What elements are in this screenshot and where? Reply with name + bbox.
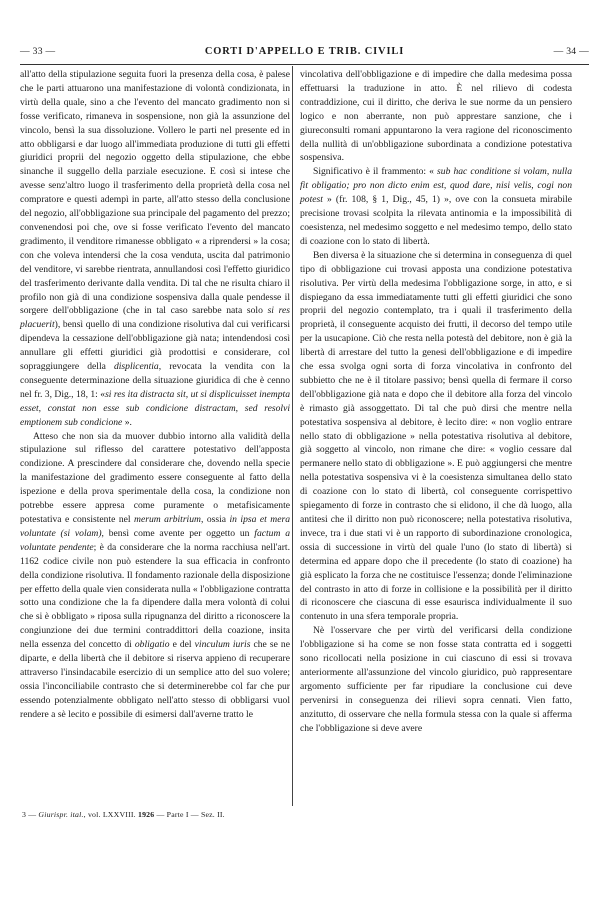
- paragraph: all'atto della stipulazione seguita fuori la presenza della cosa, è palese che le parti attuarono una manifestazione di volontà condizionata, in virtù della quale, sino a che l'evento del mancato gradimento non si fosse verificato, rimaneva in sospensione, non già la assunzione del vincolo, bensì la sua dissoluzione. Vollero le parti nel presente ed in atto obbligarsi e dar luogo all'immediata produzione di tutti gli effetti giuridici proprii del negozio oggetto della stipulazione, che ebbe sinanche il suggello della parziale esecuzione. E così si intese che avesse senz'altro luogo il trasferimento della proprietà della cosa nel compratore e questi adempì in parte, all'atto stesso della conclusione del negozio, all'obbligazione sua principale del pagamento del prezzo; convenendosi poi che, ove si fosse verificato l'evento del mancato gradimento, il venditore rimanesse obbligato « a riprendersi » la cosa; con che voleva intendersi che la cosa venduta, uscita dal patrimonio del venditore, vi sarebbe rientrata, annullandosi così l'effetto giuridico del trasferimento derivante dalla vendita. Di tal che ne risulta chiaro il profilo non già di una condizione sospensiva dalla quale pendesse il sorgere dell'obbligazione (che in tal caso sarebbe nata solo si res placuerit), bensì quello di una condizione risolutiva dal cui verificarsi dipendeva la cessazione dell'obbligazione già nata; intendendosi così annullare gli effetti giuridici già prodottisi e considerare, col sopraggiungere della displicentia, revocata la vendita con la conseguente determinazione della situazione giuridica di che è cenno nel fr. 3, Dig., 18, 1: «si res ita distracta sit, ut si displicuisset inempta esset, constat non esse sub condicione distractam, sed resolvi emptionem sub condicione ».: [20, 69, 290, 428]
- page-header: [20, 46, 589, 62]
- paragraph: Nè l'osservare che per virtù del verificarsi della condizione l'obbligazione si ha come se non fosse stata contratta ed i soggetti sono ricollocati nella posizione in cui ciascuno di essi si trovava anteriormente all'assunzione del vincolo giuridico, può rappresentare argomento sufficiente per far ripudiare la conclusione cui deve pervenirsi in conseguenza dei rilievi sopra cennati. Vien fatto, anzitutto, di osservare che nella formula stessa con la quale si afferma che l'obbligazione si deve avere: [300, 625, 572, 734]
- running-title: CORTI D'APPELLO E TRIB. CIVILI: [204, 46, 405, 57]
- year: 1926: [137, 810, 155, 819]
- paragraph: Ben diversa è la situazione che si determina in conseguenza di quel tipo di obbligazione cui trovasi apposta una condizione potestativa risolutiva. Per virtù della medesima l'obbligazione sorge, in atto, e si dispiegano da essa immediatamente tutti gli effetti giuridici che sono proprii del negozio contemplato, tra i quali il trasferimento della proprietà, il conseguente acquisto dei frutti, il decorso del tempo utile per la usucapione. Ciò che resta nella potestà del debitore, non è già la libertà di arrestare del tutto la genesi dell'obbligazione e di impedire che essa svolga ogni sorta di forza vincolativa in confronto del subbietto che ne è il titolare passivo; bensì quella di fermare il corso dell'obbligazione già nata e dopo che il debitore alla forza del vincolo è rimasto già assoggettato. Di tal che può dirsi che mentre nella potestativa sospensiva al debitore, è lecito dire: « non voglio entrare nello stato di obbligazione » nella potestativa risolutiva al debitore, già soggetto al vincolo, non rimane che dire: « voglio cessare dal permanere nello stato di obbligazione ». E può aggiungersi che mentre nella potestativa sospensiva vi è la coesistenza simultanea dello stato di coazione con lo stato di libertà, col conseguente corrispettivo spiegamento di forze in contrasto che si elidono, il che dà luogo, alla antitesi che il diritto non può riconoscere; nella potestativa risolutiva, invece, tra i due stati vi è un rapporto di subordinazione cronologica, ossia di successione in virtù del quale l'uno (lo stato di libertà) si determina ed appare dopo che il precedente (lo stato di coazione) ha già esplicato la forza che ne costituisce l'essenza; donde l'eliminazione del contrasto in atto di forze in collisione e la possibilità per il diritto di riconoscere che ciascuna di esse esaurisca individualmente il suo contenuto in una sfera temporale propria.: [300, 249, 572, 623]
- journal-name: Giurispr. ital.: [38, 810, 84, 819]
- paragraph: vincolativa dell'obbligazione e di impedire che dalla medesima possa effettuarsi la traduzione in atto. È nel rilievo di codesta contraddizione, cui il diritto, che deriva le sue norme da un pensiero logico e non aberrante, non può apprestare sanzione, che i giureconsulti romani appuntarono la vera ragione del riconoscimento della nullità di un'obbligazione subordinata a condizione potestativa sospensiva.: [300, 69, 572, 164]
- header-rule: [20, 64, 589, 65]
- paragraph: Atteso che non sia da muover dubbio intorno alla validità della stipulazione sul riflesso del carattere potestativo dell'apposta condizione. A prescindere dal considerare che, dovendo nella specie la manifestazione del gradimento essere conseguente al fatto della ispezione e della prova sperimentale della cosa, la condizione non potrebbe essere appresa come puramente o metafisicamente potestativa e consistente nel merum arbitrium, ossia in ipsa et mera voluntate (si volam), bensì come avente per oggetto un factum a voluntate pendente; è da considerare che la norma racchiusa nell'art. 1162 codice civile non può estendere la sua efficacia in confronto della condizione risolutiva. Il fondamento razionale della disposizione per effetto della quale vien considerata nulla « l'obbligazione contratta sotto una condizione che la fa dipendere dalla mera volontà di colui che si è obbligato » riposa sulla ripugnanza del diritto a riconoscere la congiunzione dei due termini contraddittori della coazione, insita nella essenza del concetto di obligatio e del vinculum iuris che se ne diparte, e della libertà che il debitore si riserva appieno di recuperare attraverso l'insindacabile esercizio di un semplice atto del suo volere; ossia l'inconciliabile contrasto che si determinerebbe col far che pur essendo potenzialmente obbligato nell'atto stesso di obbligarsi vuol rendere a sè lecito e possibile di esimersi dall'averne tratto le: [20, 430, 290, 720]
- page-footer: 3 — Giurispr. ital., vol. LXXVIII. 1926 — Parte I — Sez. II.: [22, 810, 225, 819]
- page-number-right: — 34 —: [553, 46, 589, 57]
- right-column: [300, 68, 572, 736]
- page-number-left: — 33 —: [20, 46, 56, 57]
- left-column: [20, 68, 290, 722]
- column-divider: [292, 66, 293, 806]
- paragraph: Significativo è il frammento: « sub hac conditione si volam, nulla fit obligatio; pro non dicto enim est, quod dare, nisi velis, cogi non potest » (fr. 108, § 1, Dig., 45, 1) », ove con la consueta mirabile precisione trovasi scolpita la rilevata antinomia e la impossibilità di coesistenza, nel medesimo soggetto e nel medesimo tempo, dello stato di coazione con lo stato di libertà.: [300, 166, 573, 247]
